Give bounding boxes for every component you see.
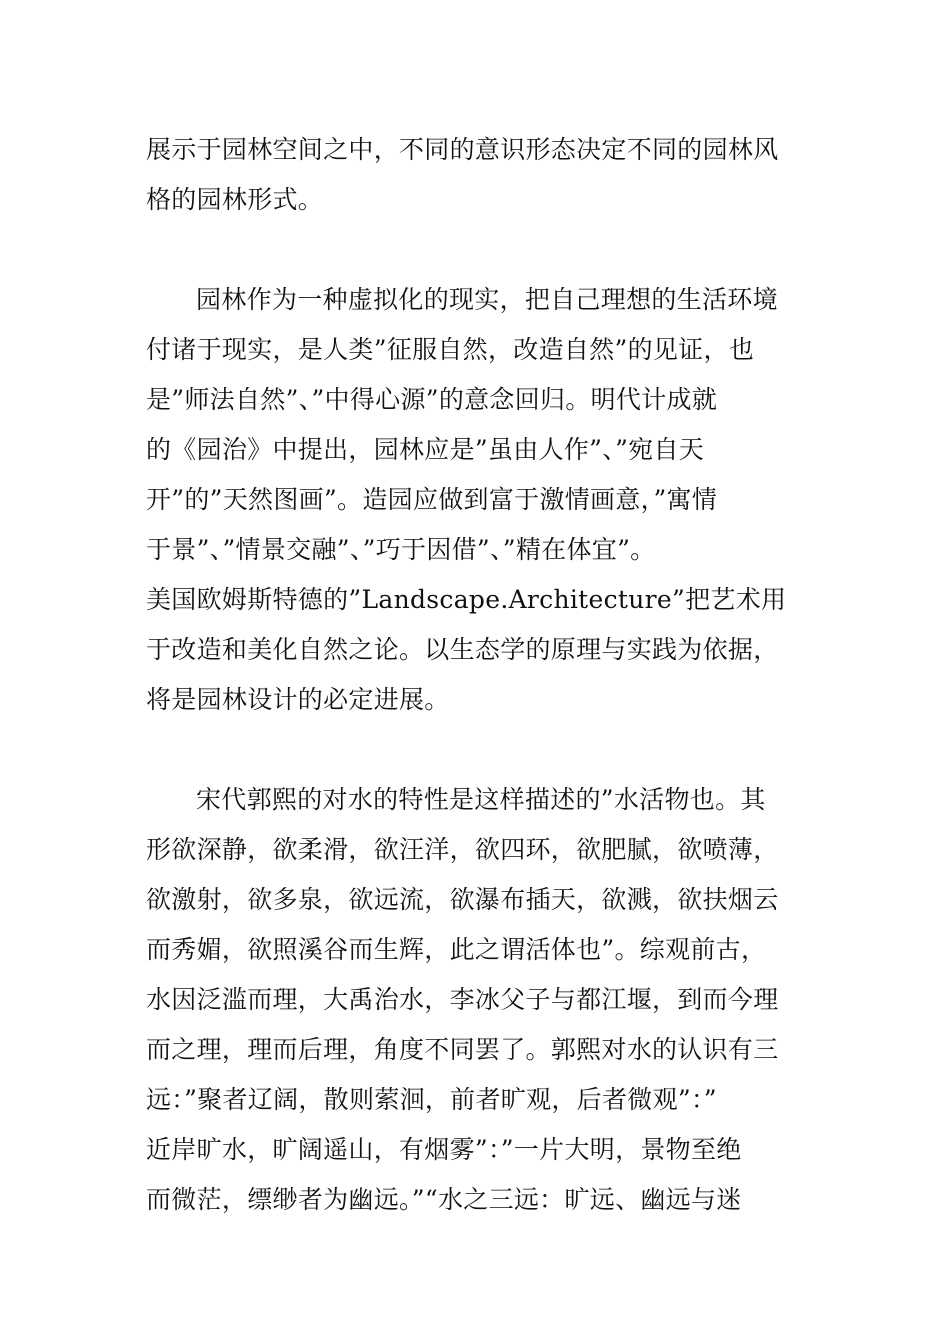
- text-line: 将是园林设计的必定进展。: [146, 685, 450, 714]
- text-line: 格的园林形式。: [146, 185, 324, 214]
- text-line: 是”师法自然”、”中得心源”的意念回归。明代计成就: [146, 385, 718, 414]
- text-line: 的《园治》中提出，园林应是”虽由人作”、”宛自天: [146, 435, 705, 464]
- text-line: 欲激射，欲多泉，欲远流，欲瀑布插天，欲溅，欲扶烟云: [146, 885, 779, 914]
- text-line: 美国欧姆斯特德的”Landscape.Architecture”把艺术用: [146, 585, 787, 614]
- text-line: 付诸于现实，是人类”征服自然，改造自然”的见证，也: [146, 335, 755, 364]
- text-line: 开”的”天然图画”。造园应做到富于激情画意，”寓情: [146, 485, 718, 514]
- text-line: 而之理，理而后理，角度不同罢了。郭熙对水的认识有三: [146, 1035, 779, 1064]
- paragraph-3: [146, 775, 816, 1225]
- text-line: 水因泛滥而理，大禹治水，李冰父子与都江堰，到而今理: [146, 985, 779, 1014]
- text-line: 近岸旷水，旷阔遥山，有烟雾”：”一片大明，景物至绝: [146, 1135, 742, 1164]
- text-line: 形欲深静，欲柔滑，欲汪洋，欲四环，欲肥腻，欲喷薄，: [146, 835, 779, 864]
- text-line: 园林作为一种虚拟化的现实，把自己理想的生活环境: [196, 285, 778, 314]
- text-line: 展示于园林空间之中，不同的意识形态决定不同的园林风: [146, 135, 779, 164]
- text-line: 而微茫，缥缈者为幽远。”“水之三远：旷远、幽远与迷: [146, 1185, 742, 1214]
- text-line: 于景”、”情景交融”、”巧于因借”、”精在体宜”。: [146, 535, 656, 564]
- paragraph-1: [146, 125, 816, 225]
- paragraph-2: [146, 275, 816, 725]
- text-line: 远：”聚者辽阔，散则萦洄，前者旷观，后者微观”：”: [146, 1085, 717, 1114]
- text-line: 而秀媚，欲照溪谷而生辉，此之谓活体也”。综观前古，: [146, 935, 767, 964]
- text-line: 于改造和美化自然之论。以生态学的原理与实践为依据，: [146, 635, 779, 664]
- text-line: 宋代郭熙的对水的特性是这样描述的”水活物也。其: [196, 785, 766, 814]
